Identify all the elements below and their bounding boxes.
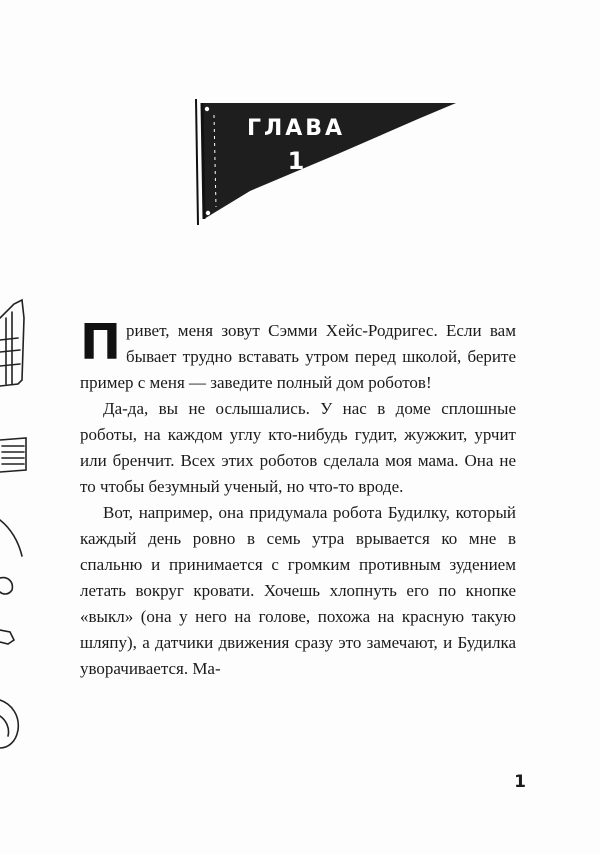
chapter-title: ГЛАВА [246, 116, 346, 141]
paragraph-1-text: ривет, меня зовут Сэмми Хейс-Родригес. Если вам бывает трудно вставать утром перед школой, берите пример с меня — заведите полный дом роботов! [80, 321, 516, 392]
paragraph-3: Вот, например, она придумала робота Будилку, который каждый день ровно в семь утра врывается ко мне в спальню и принимается с громким противным зудением летать вокруг кровати. Хочешь хлопнуть его по кнопке «выкл» (она у него на голове, похожа на красную такую шляпу), а датчики движения сразу это замечают, и Будилка уворачивается. Ма- [80, 503, 516, 678]
chapter-number: 1 [287, 147, 305, 175]
edge-illustration [0, 0, 40, 855]
drop-cap: П [80, 314, 122, 371]
body-text [80, 314, 516, 682]
paragraph-1 [80, 314, 516, 396]
page-number: 1 [514, 772, 526, 792]
paragraph-2: Да-да, вы не ослышались. У нас в доме сплошные роботы, на каждом углу кто-нибудь гудит, жужжит, урчит или бренчит. Всех этих роботов сделала моя мама. Она не то чтобы безумный ученый, но что-то вроде. [80, 399, 516, 496]
